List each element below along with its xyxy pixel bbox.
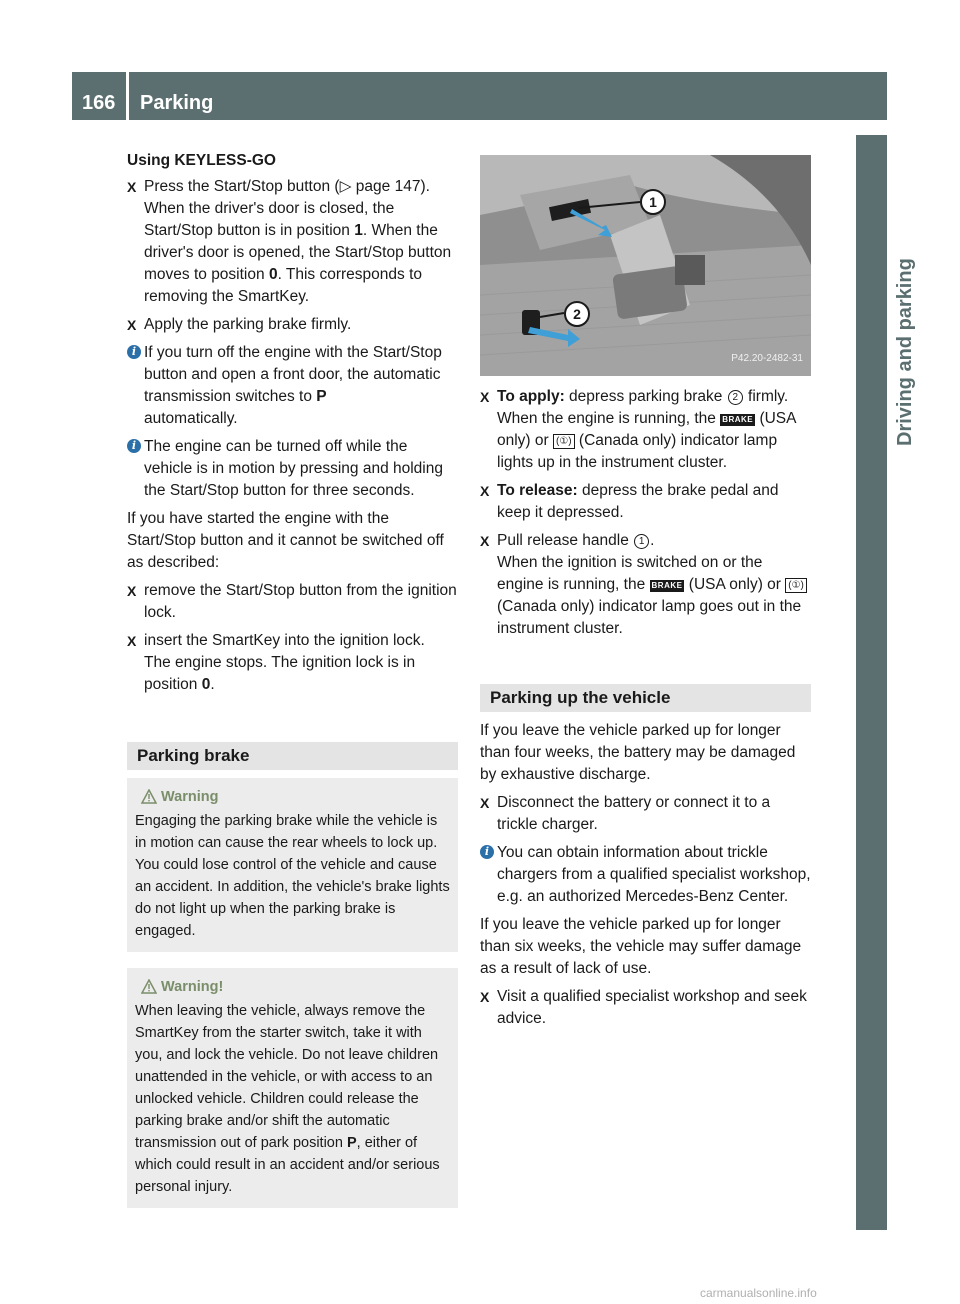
page-title: Parking — [140, 92, 214, 114]
step-to-release — [480, 480, 811, 524]
step-text: (USA only) or — [497, 410, 796, 449]
step-text: . — [210, 676, 215, 693]
left-column — [127, 150, 458, 1224]
step-text: insert the SmartKey into the ignition lock. — [144, 632, 425, 649]
chapter-label — [890, 126, 920, 446]
info-text: You can obtain information about trickle chargers from a qualified specialist workshop, e.g. an authorized Mercedes-Benz Center. — [497, 844, 811, 905]
warning-text-part: When leaving the vehicle, always remove the SmartKey from the starter switch, take it with you, and lock the vehicle. Do not leave children unattended in the vehicle, or with access to an unlocked vehicle. Children could release the parking brake and/or shift the automatic transmission out of park position — [135, 1003, 439, 1151]
warning-box — [127, 968, 458, 1208]
step-text: Apply the parking brake firmly. — [144, 316, 352, 333]
step-text: . When the driver's door is opened, the Start/Stop button moves to position — [144, 222, 452, 283]
warning-title-text: Warning — [161, 789, 219, 805]
info-note — [480, 842, 811, 908]
info-text: If you turn off the engine with the Start/Stop button and open a front door, the automatic transmission switches to — [144, 344, 442, 405]
step-insert-smartkey — [127, 630, 458, 696]
step-text: . — [650, 532, 655, 549]
step-visit-workshop — [480, 986, 811, 1030]
parking-brake-figure — [480, 155, 811, 376]
step-text: The engine stops. The ignition lock is in position — [144, 654, 416, 693]
step-marker-icon: X — [127, 317, 137, 333]
info-icon: i — [127, 439, 141, 453]
gear-position: P — [346, 1135, 357, 1151]
step-text: depress parking brake — [564, 388, 727, 405]
figure-code: P42.20-2482-31 — [731, 353, 803, 364]
brake-indicator-icon: BRAKE — [722, 415, 754, 424]
step-text: firmly. — [743, 388, 789, 405]
step-marker-icon: X — [127, 633, 137, 649]
info-text: automatically. — [144, 410, 238, 427]
step-apply-brake — [127, 314, 458, 336]
info-text: The engine can be turned off while the vehicle is in motion by pressing and holding the Start/Stop button for three seconds. — [144, 438, 443, 499]
callout-2: 2 — [564, 301, 590, 327]
keyless-heading: Using KEYLESS-GO — [127, 152, 276, 169]
step-to-apply — [480, 386, 811, 474]
step-marker-icon: X — [480, 989, 490, 1005]
warning-title — [135, 786, 450, 808]
step-label: To apply: — [497, 388, 565, 405]
step-marker-icon: X — [480, 389, 490, 405]
header-separator — [126, 72, 129, 120]
page-number: 166 — [82, 92, 116, 114]
step-marker-icon: X — [127, 179, 137, 195]
paragraph: If you leave the vehicle parked up for longer than four weeks, the battery may be damaged by exhaustive discharge. — [480, 722, 796, 783]
step-text: (Canada only) indicator lamp goes out in the instrument cluster. — [497, 598, 802, 637]
step-text: page 147). — [351, 178, 430, 195]
section-heading-parking-up: Parking up the vehicle — [480, 684, 811, 712]
paragraph: If you leave the vehicle parked up for longer than six weeks, the vehicle may suffer damage as a result of lack of use. — [480, 916, 802, 977]
warning-text — [135, 1000, 450, 1198]
warning-triangle-icon — [141, 979, 157, 994]
brake-indicator-icon: BRAKE — [651, 581, 683, 590]
step-text: depress the brake pedal and keep it depressed. — [497, 482, 779, 521]
step-text: (Canada only) indicator lamp lights up in the instrument cluster. — [497, 432, 778, 471]
step-text: remove the Start/Stop button from the ignition lock. — [144, 582, 457, 621]
page-header — [72, 72, 887, 120]
step-text: (USA only) or — [684, 576, 786, 593]
warning-triangle-icon — [141, 789, 157, 804]
position-value: 1 — [354, 222, 363, 239]
warning-text-part: , either of which could result in an accident and/or serious personal injury. — [135, 1135, 440, 1195]
step-remove-button — [127, 580, 458, 624]
callout-1: 1 — [640, 189, 666, 215]
chapter-label-text: Driving and parking — [894, 258, 916, 446]
step-marker-icon: X — [480, 795, 490, 811]
step-marker-icon: X — [127, 583, 137, 599]
watermark: carmanualsonline.info — [700, 1286, 817, 1300]
info-note — [127, 342, 458, 430]
info-note — [127, 436, 458, 502]
step-marker-icon: X — [480, 533, 490, 549]
gear-position: P — [316, 388, 327, 405]
page-ref-arrow-icon: ▷ — [339, 178, 352, 195]
step-text: Visit a qualified specialist workshop and seek advice. — [497, 988, 807, 1027]
warning-box — [127, 778, 458, 952]
footwell-illustration — [480, 155, 811, 376]
step-pull-handle — [480, 530, 811, 640]
warning-title — [135, 976, 450, 998]
step-press-start-stop — [127, 176, 458, 308]
step-marker-icon: X — [480, 483, 490, 499]
step-text: When the ignition is switched on or the engine is running, the — [497, 554, 763, 593]
step-disconnect-battery — [480, 792, 811, 836]
parking-brake-lamp-icon: (①) — [785, 578, 807, 593]
step-text: When the driver's door is closed, the Start/Stop button is in position — [144, 200, 395, 239]
callout-ref-1: 1 — [634, 534, 649, 549]
parking-brake-lamp-icon: (①) — [553, 434, 575, 449]
right-column — [480, 155, 811, 1036]
step-text: Disconnect the battery or connect it to a trickle charger. — [497, 794, 771, 833]
section-heading-parking-brake: Parking brake — [127, 742, 458, 770]
step-text: Pull release handle — [497, 532, 634, 549]
warning-text: Engaging the parking brake while the vehicle is in motion can cause the rear wheels to lock up. You could lose control of the vehicle and cause an accident. In addition, the vehicle's brake lights do not light up when the parking brake is engaged. — [135, 813, 450, 939]
position-value: 0 — [268, 266, 278, 283]
step-label: To release: — [497, 482, 578, 499]
step-text: When the engine is running, the — [497, 410, 721, 427]
position-value: 0 — [201, 676, 211, 693]
info-icon: i — [127, 345, 141, 359]
step-text: . This corresponds to removing the SmartKey. — [144, 266, 423, 305]
step-text: Press the Start/Stop button ( — [144, 178, 340, 195]
warning-title-text: Warning! — [161, 979, 224, 995]
paragraph: If you have started the engine with the Start/Stop button and it cannot be switched off as described: — [127, 510, 444, 571]
info-icon: i — [480, 845, 494, 859]
chapter-tab — [856, 135, 887, 1230]
callout-ref-2: 2 — [728, 390, 743, 405]
